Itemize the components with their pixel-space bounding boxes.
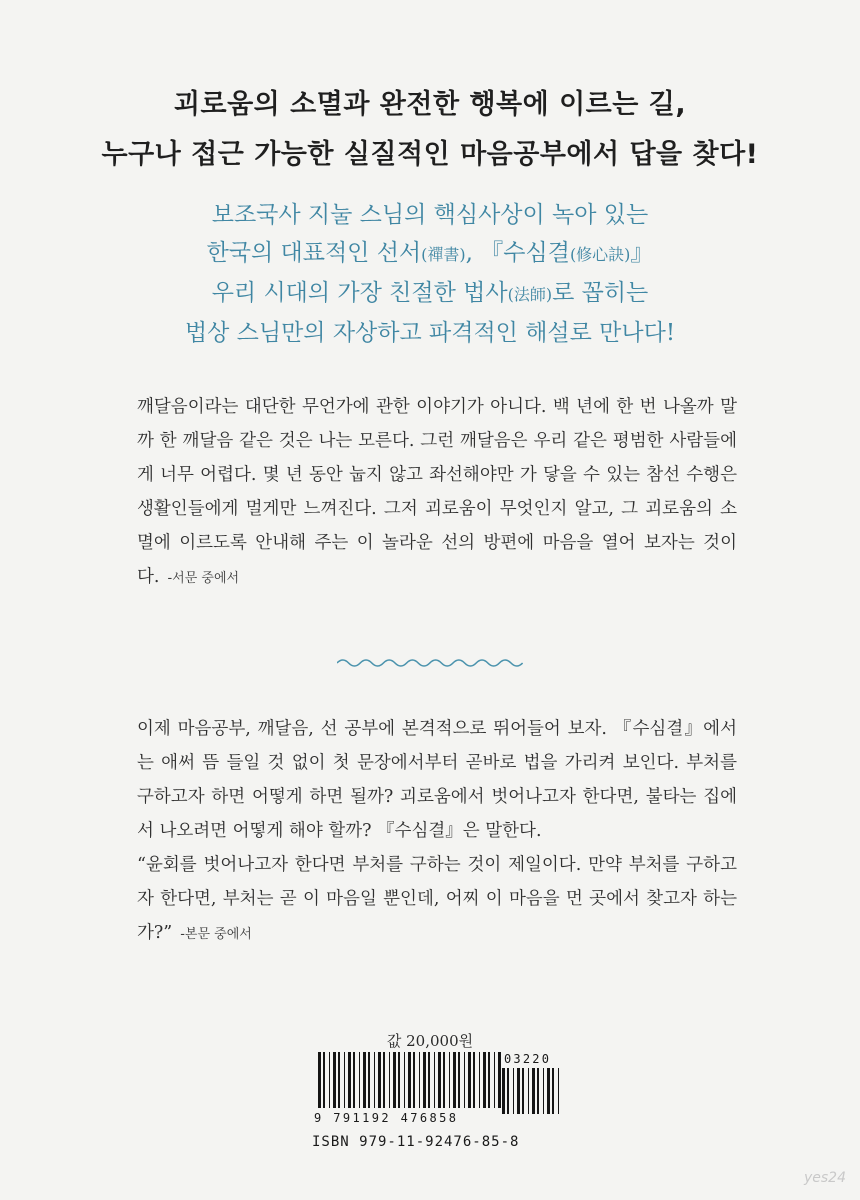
barcode-bar <box>428 1052 430 1108</box>
barcode-bar <box>408 1052 411 1108</box>
headline <box>0 80 860 180</box>
barcode-bar <box>453 1052 456 1108</box>
barcode-bar <box>468 1052 471 1108</box>
barcode-bar <box>368 1052 370 1108</box>
subhead-line-3-a: 우리 시대의 가장 친절한 법사 <box>211 280 508 306</box>
subhead-line-1: 보조국사 지눌 스님의 핵심사상이 녹아 있는 <box>211 202 649 228</box>
isbn-number: ISBN 979-11-92476-85-8 <box>312 1134 520 1150</box>
barcode-bar <box>547 1068 550 1114</box>
barcode-bar <box>473 1052 475 1108</box>
barcode-bar <box>318 1052 321 1108</box>
barcode-bar <box>348 1052 351 1108</box>
barcode-bar <box>558 1068 559 1114</box>
preface-source: -서문 중에서 <box>167 571 240 586</box>
subhead-line-2 <box>0 234 860 274</box>
barcode-bar <box>438 1052 441 1108</box>
barcode-bar <box>413 1052 415 1108</box>
barcode-bar <box>344 1052 345 1108</box>
preface-excerpt <box>137 390 737 596</box>
barcode-bars <box>318 1052 514 1108</box>
barcode-bar <box>488 1052 490 1108</box>
subheadline <box>0 196 860 352</box>
barcode-bar <box>393 1052 396 1108</box>
headline-line-2: 누구나 접근 가능한 실질적인 마음공부에서 답을 찾다! <box>101 139 759 170</box>
barcode-bar <box>494 1052 495 1108</box>
preface-text: 깨달음이라는 대단한 무언가에 관한 이야기가 아니다. 백 년에 한 번 나올까 말까 한 깨달음 같은 것은 나는 모른다. 그런 깨달음은 우리 같은 평범한 사람들에게 너무 어렵다. 몇 년 동안 눕지 않고 좌선해야만 가 닿을 수 있는 참선 수행은 생활인들에게 멀게만 느껴진다. 그저 괴로움이 무엇인지 알고, 그 괴로움의 소멸에 이르도록 안내해 주는 이 놀라운 선의 방편에 마음을 열어 보자는 것이다. <box>137 397 737 587</box>
barcode-bar <box>333 1052 336 1108</box>
body-text: 이제 마음공부, 깨달음, 선 공부에 본격적으로 뛰어들어 보자. 『수심결』에서는 애써 뜸 들일 것 없이 첫 문장에서부터 곧바로 법을 가리켜 보인다. 부처를 구하고자 하면 어떻게 하면 될까? 괴로움에서 벗어나고자 한다면, 불타는 집에서 나오려면 어떻게 해야 할까? 『수심결』은 말한다. <box>137 719 737 841</box>
subhead-line-3-c: 로 꼽히는 <box>552 280 649 306</box>
barcode-bar <box>513 1068 514 1114</box>
body-source: -본문 중에서 <box>180 927 252 942</box>
barcode-bar <box>507 1068 509 1114</box>
barcode-bar <box>434 1052 435 1108</box>
subhead-line-2-c: , 『수심결 <box>465 240 570 266</box>
barcode-addon-bars <box>502 1068 566 1130</box>
barcode-bar <box>532 1068 535 1114</box>
body-excerpt <box>137 712 737 952</box>
barcode-bar <box>378 1052 381 1108</box>
barcode-bar <box>537 1068 539 1114</box>
barcode-bar <box>398 1052 400 1108</box>
barcode-addon-digits: 03220 <box>504 1052 552 1066</box>
barcode-bar <box>543 1068 544 1114</box>
headline-line-1: 괴로움의 소멸과 완전한 행복에 이르는 길, <box>173 89 687 120</box>
barcode-bar <box>443 1052 445 1108</box>
barcode-bar <box>552 1068 554 1114</box>
barcode-bar <box>419 1052 420 1108</box>
barcode-bar <box>528 1068 529 1114</box>
barcode-bar <box>498 1052 501 1108</box>
barcode-bar <box>464 1052 465 1108</box>
subhead-line-2-b: (禪書) <box>421 245 466 264</box>
price-label: 값 20,000원 <box>386 1032 474 1050</box>
barcode-bar <box>383 1052 385 1108</box>
subhead-line-2-d: (修心訣) <box>569 245 631 264</box>
subhead-line-2-e: 』 <box>630 240 654 266</box>
barcode-bar <box>359 1052 360 1108</box>
barcode-bar <box>363 1052 366 1108</box>
barcode-bar <box>329 1052 330 1108</box>
barcode-bar <box>502 1068 505 1114</box>
barcode-bar <box>483 1052 486 1108</box>
barcode-bar <box>479 1052 480 1108</box>
isbn-barcode <box>306 1052 566 1162</box>
subhead-line-3-b: (法師) <box>507 285 553 304</box>
barcode-bar <box>522 1068 524 1114</box>
barcode-bar <box>449 1052 450 1108</box>
barcode-bar <box>517 1068 520 1114</box>
watermark-logo: yes24 <box>803 1170 846 1186</box>
body-quote: “윤회를 벗어나고자 한다면 부처를 구하는 것이 제일이다. 만약 부처를 구하고자 한다면, 부처는 곧 이 마음일 뿐인데, 어찌 이 마음을 먼 곳에서 찾고자 하는가?” <box>137 855 737 943</box>
barcode-bar <box>323 1052 325 1108</box>
barcode-bar <box>404 1052 405 1108</box>
barcode-bar <box>458 1052 460 1108</box>
barcode-bar <box>423 1052 426 1108</box>
barcode-bar <box>389 1052 390 1108</box>
barcode-bar <box>338 1052 340 1108</box>
barcode-digits: 9 791192 476858 <box>314 1111 459 1125</box>
barcode-bar <box>353 1052 355 1108</box>
subhead-line-2-a: 한국의 대표적인 선서 <box>206 240 422 266</box>
wave-divider <box>337 656 523 670</box>
barcode-bar <box>374 1052 375 1108</box>
subhead-line-4: 법상 스님만의 자상하고 파격적인 해설로 만나다! <box>184 320 676 346</box>
subhead-line-3 <box>0 274 860 314</box>
